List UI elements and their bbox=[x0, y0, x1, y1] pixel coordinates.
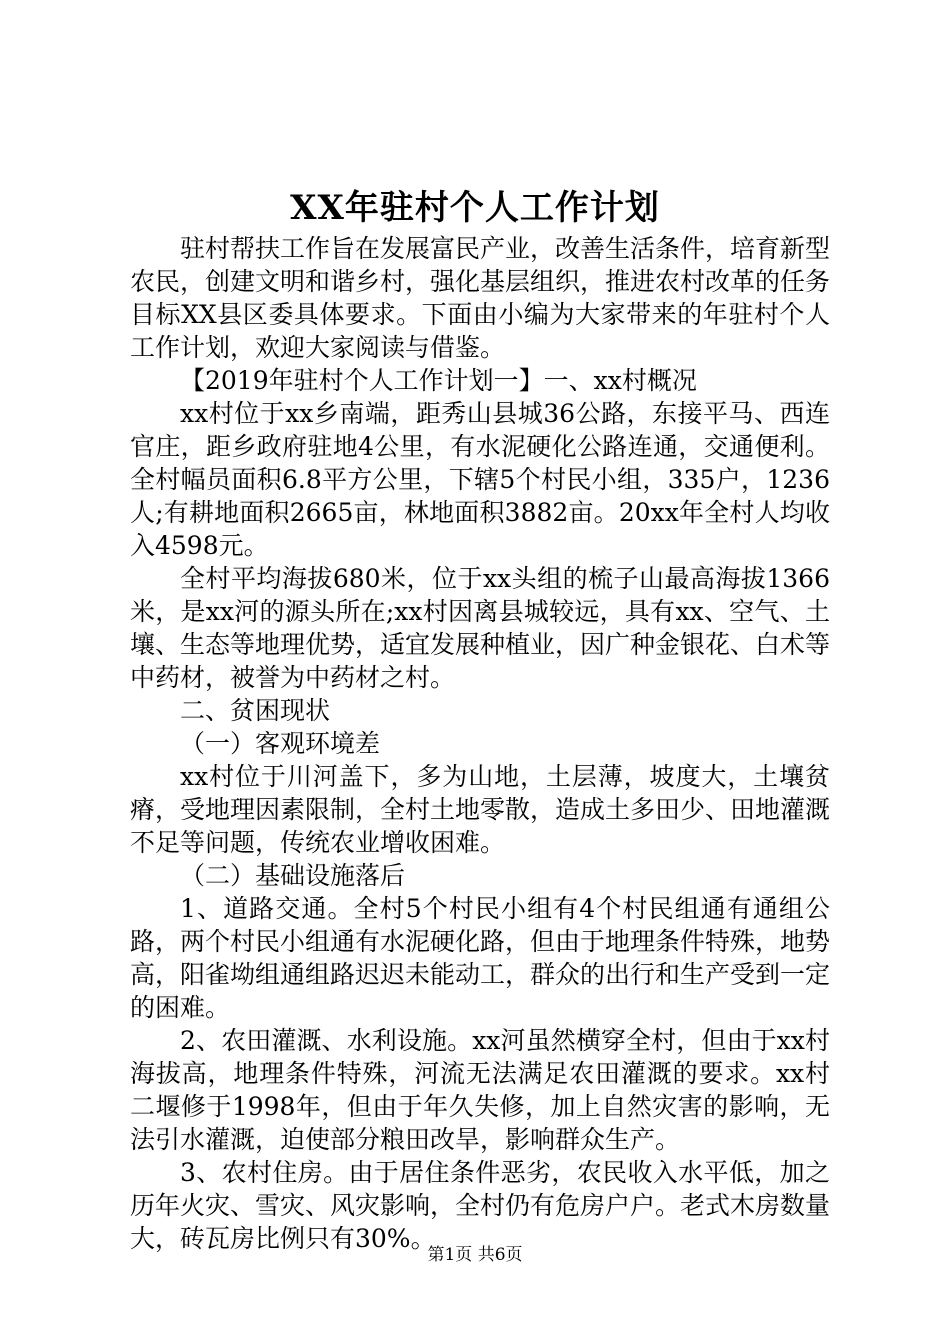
paragraph-irrigation: 2、农田灌溉、水利设施。xx河虽然横穿全村，但由于xx村海拔高，地理条件特殊，河流无法满足农田灌溉的要求。xx村二堰修于1998年，但由于年久失修，加上自然灾害的影响，无法引水灌溉，迫使部分粮田改旱，影响群众生产。 bbox=[130, 1026, 830, 1154]
heading-poverty-status: 二、贫困现状 bbox=[180, 696, 331, 725]
page-number-footer: 第1页 共6页 bbox=[427, 1245, 523, 1265]
document-body bbox=[130, 232, 830, 1255]
heading-infrastructure: （二）基础设施落后 bbox=[180, 861, 406, 890]
document-title: XX年驻村个人工作计划 bbox=[290, 188, 660, 228]
paragraph-environment: xx村位于川河盖下，多为山地，土层薄，坡度大，土壤贫瘠，受地理因素限制，全村土地零散，造成土多田少、田地灌溉不足等问题，传统农业增收困难。 bbox=[130, 762, 831, 857]
paragraph-roads: 1、道路交通。全村5个村民小组有4个村民组通有通组公路，两个村民小组通有水泥硬化路，但由于地理条件特殊，地势高，阳雀坳组通组路迟迟未能动工，群众的出行和生产受到一定的困难。 bbox=[130, 894, 831, 1022]
paragraph-village-overview: xx村位于xx乡南端，距秀山县城36公路，东接平马、西连官庄，距乡政府驻地4公里，有水泥硬化公路连通，交通便利。全村幅员面积6.8平方公里，下辖5个村民小组，335户，1236人;有耕地面积2665亩，林地面积3882亩。20xx年全村人均收入4598元。 bbox=[130, 399, 830, 560]
paragraph-intro: 驻村帮扶工作旨在发展富民产业，改善生活条件，培育新型农民，创建文明和谐乡村，强化基层组织，推进农村改革的任务目标XX县区委具体要求。下面由小编为大家带来的年驻村个人工作计划，欢迎大家阅读与借鉴。 bbox=[130, 234, 831, 362]
heading-environment: （一）客观环境差 bbox=[180, 729, 381, 758]
paragraph-housing: 3、农村住房。由于居住条件恶劣，农民收入水平低，加之历年火灾、雪灾、风灾影响，全村仍有危房户户。老式木房数量大，砖瓦房比例只有30%。 bbox=[130, 1158, 831, 1253]
paragraph-altitude: 全村平均海拔680米，位于xx头组的梳子山最高海拔1366米，是xx河的源头所在;xx村因离县城较远，具有xx、空气、土壤、生态等地理优势，适宜发展种植业，因广种金银花、白术等中药材，被誉为中药材之村。 bbox=[130, 564, 831, 692]
paragraph-plan-heading: 【2019年驻村个人工作计划一】一、xx村概况 bbox=[180, 366, 697, 395]
